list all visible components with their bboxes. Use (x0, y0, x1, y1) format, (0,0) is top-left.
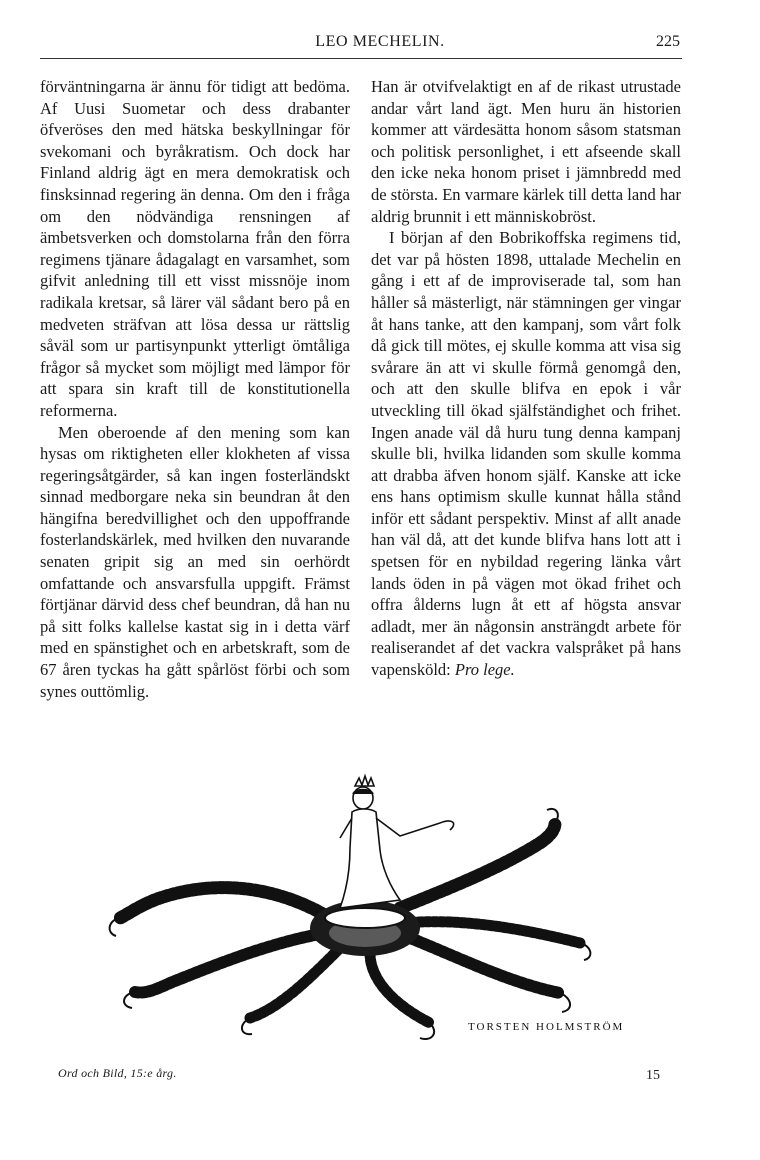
journal-caption: Ord och Bild, 15:e årg. (58, 1066, 177, 1080)
tentacle-left-upper (120, 888, 330, 918)
tentacle-right-upper (400, 823, 555, 908)
octopus-caricature-illustration (100, 768, 630, 1048)
right-column (371, 76, 681, 681)
right-paragraph-2 (371, 227, 681, 680)
artist-signature: TORSTEN HOLMSTRÖM (468, 1021, 625, 1033)
right-paragraph-1: Han är otvifvelaktigt en af de rikast utrustade andar vårt land ägt. Men huru än historien kommer att värdesätta honom såsom statsman och politisk personlighet, i ett afseende skall den icke neka honom priset i jämnbredd med de största. En varmare kärlek till detta land har aldrig brunnit i ett människobröst. (371, 77, 681, 226)
tentacle-right-lower (410, 938, 560, 993)
left-column (40, 76, 350, 702)
right-paragraph-2-text: I början af den Bobrikoffska regimens tid, det var på hösten 1898, uttalade Mechelin en gång i ett af de improviserade tal, som han håller så mästerligt, när stämningen ger vingar åt hans tanke, att den kampanj, som vårt folk då gick till mötes, ej skulle komma att visa sig svårare än att vi skulle förmå genomgå den, och att den skulle blifva en epok i vår utveckling till ökad själfständighet och frihet. Ingen anade väl då huru tung denna kampanj skulle bli, hvilka lidanden som skulle komma att drabba äfven honom själf. Kanske att icke ens hans optimism skulle kunnat hålla stånd inför ett sådant perspektiv. Minst af allt anade han väl då, att det kunde blifva hans lott att i spetsen för en nybildad regering länka vårt lands öden in på vägen mot ökad frihet och offra ålderns lugn åt ett af högsta ansvar adladt, mer än någonsin ansträngdt arbete för realiserandet af det vackra valspråket på hans vapensköld: (371, 228, 681, 680)
page-number: 225 (656, 33, 680, 50)
left-paragraph-2: Men oberoende af den mening som kan hysas om riktigheten eller klokheten af vissa regeringsåtgärder, så kan ingen fosterländskt sinnad medborgare neka sin beundran åt den hängifna beredvillighet och den uppoffrande fosterlandskärlek, med hvilken den nuvarande senaten gripit sig an med sin oerhördt omfattande och ansvarsfulla uppgift. Främst förtjänar därvid dess chef beundran, då han nu på sitt folks kallelse kastat sig in i detta värf med en spänstighet och en arbetskraft, som de 67 åren tyckas ha gått spårlöst förbi och som synes outtömlig. (40, 422, 350, 701)
sheet-number: 15 (646, 1068, 660, 1083)
running-header-title: LEO MECHELIN. (315, 33, 445, 50)
tentacle-center-bottom (370, 953, 430, 1023)
motto-pro-lege: Pro lege. (454, 660, 515, 680)
tentacle-right-middle (405, 922, 580, 943)
left-paragraph-1: förväntningarna är ännu för tidigt att bedöma. Af Uusi Suometar och dess drabanter öfveröses den med hätska beskyllningar för svekomani och byråkratism. Och dock har Finland aldrig ägt en mera demokratisk och finsksinnad regering än denna. Om den i fråga om den nödvändiga rensningen af ämbetsverken och domstolarna från den förra regimens tjänare ådagalagt en varsamhet, som gifvit anledning till ett visst missnöje inom radikala kretsar, så lärer väl sådant bero på en medveten sträfvan att lösa dessa ur rättslig såväl som ur partisynpunkt ytterligt ömtåliga frågor så mycket som möjligt med lämpor för att spara sin kraft till de konstitutionella reformerna. (40, 77, 350, 420)
header-rule (40, 58, 682, 59)
tentacle-left-bottom (250, 948, 340, 1018)
